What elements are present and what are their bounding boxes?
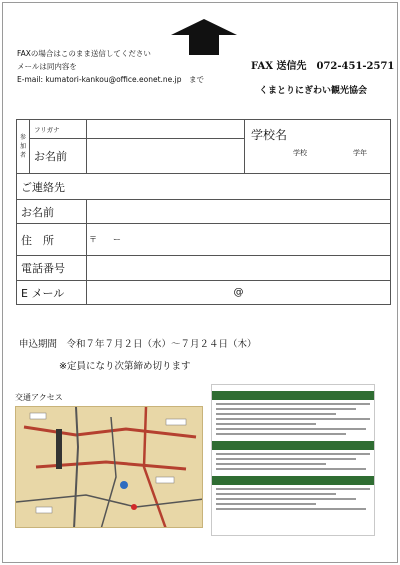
participant-name-label: お名前 (30, 139, 87, 174)
organization-name: くまとりにぎわい観光協会 (259, 86, 368, 96)
info-text-line (216, 423, 316, 425)
email-field[interactable] (87, 281, 391, 305)
info-text-line (216, 468, 366, 470)
furigana-field[interactable] (87, 120, 245, 139)
info-text-line (216, 463, 326, 465)
info-text-line (216, 408, 356, 410)
school-suffix: 学校 (293, 149, 307, 157)
contact-name-field[interactable] (87, 200, 391, 224)
info-text-line (216, 428, 366, 430)
info-band-3 (212, 476, 374, 485)
access-info-panel (211, 384, 375, 536)
info-text-line (216, 453, 370, 455)
address-field[interactable] (87, 224, 391, 256)
info-band-2 (212, 441, 374, 450)
email-at-sign: @ (233, 287, 244, 298)
capacity-notice: ※定員になり次第締め切ります (59, 361, 191, 372)
application-period: 申込期間 令和７年７月２日（水）～７月２４日（木） (19, 339, 257, 350)
info-text-line (216, 413, 336, 415)
email-label: E メール (17, 281, 87, 305)
school-title: 学校名 (251, 128, 288, 142)
info-text-line (216, 493, 336, 495)
application-form (16, 119, 391, 305)
info-text-line (216, 498, 356, 500)
fax-form-page (2, 2, 398, 563)
info-text-line (216, 418, 370, 420)
school-field[interactable] (245, 120, 391, 174)
fax-note-line1: FAXの場合はこのまま送信してください (17, 49, 151, 58)
contact-name-label: お名前 (17, 200, 87, 224)
fax-instructions (17, 47, 204, 86)
info-band-1 (212, 391, 374, 400)
fax-destination: FAX 送信先 072-451-2571 (251, 61, 395, 72)
phone-field[interactable] (87, 256, 391, 281)
contact-heading: ご連絡先 (17, 174, 391, 200)
info-text-line (216, 433, 346, 435)
address-label: 住 所 (17, 224, 87, 256)
fax-note-line2: メールは同内容を (17, 62, 77, 71)
info-text-line (216, 508, 366, 510)
postal-code-mark: 〒 ー (89, 235, 121, 244)
info-text-line (216, 488, 370, 490)
access-map (15, 406, 203, 528)
furigana-label: フリガナ (30, 120, 87, 139)
grade-suffix: 学年 (353, 149, 367, 157)
info-text-line (216, 458, 356, 460)
fax-note-email[interactable]: E-mail: kumatori-kankou@office.eonet.ne.jp まで (17, 75, 205, 84)
info-text-line (216, 403, 370, 405)
participant-label: 参 加 者 (17, 120, 30, 174)
info-text-line (216, 503, 316, 505)
phone-label: 電話番号 (17, 256, 87, 281)
participant-name-field[interactable] (87, 139, 245, 174)
access-heading: 交通アクセス (15, 393, 63, 402)
map-graphic (16, 407, 203, 528)
